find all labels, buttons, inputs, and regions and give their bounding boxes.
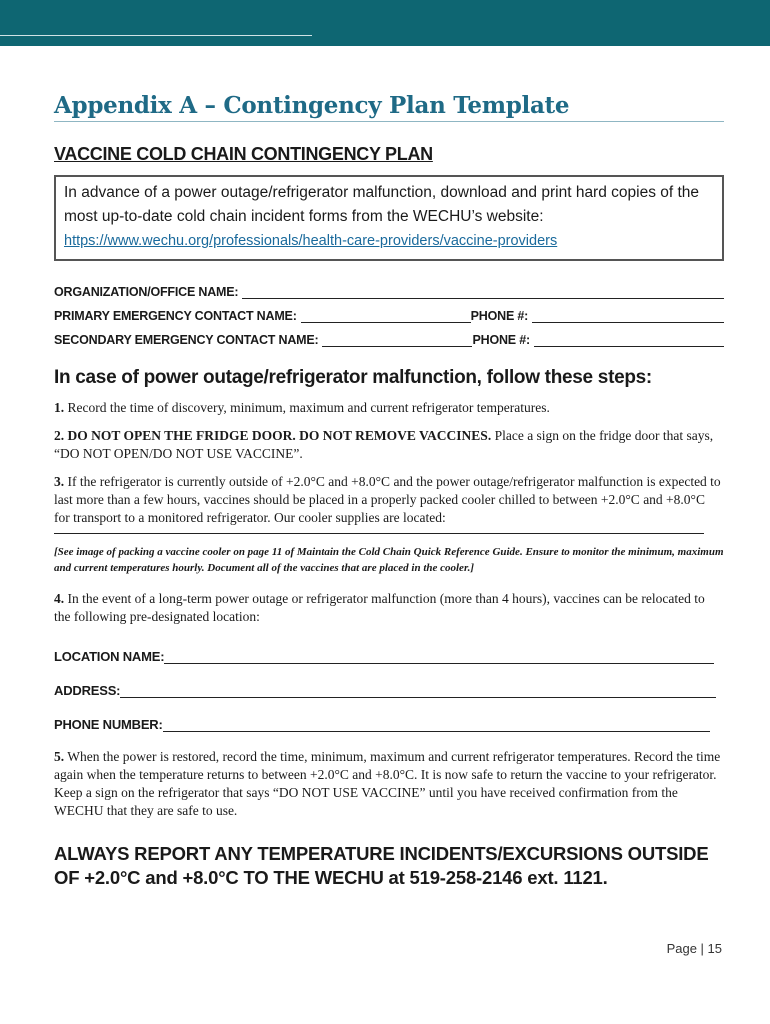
- location-name-field[interactable]: [54, 644, 724, 664]
- secondary-phone-label: PHONE #:: [472, 333, 530, 347]
- page-number: Page | 15: [666, 941, 722, 956]
- step-5-number: 5.: [54, 749, 65, 764]
- advance-notice-box: [54, 175, 724, 261]
- primary-contact-field[interactable]: [54, 299, 724, 323]
- primary-phone-label: PHONE #:: [470, 309, 529, 323]
- advance-notice-text: In advance of a power outage/refrigerator malfunction, download and print hard copies of the most up-to-date cold chain incident forms from the WECHU’s website:: [64, 184, 700, 225]
- secondary-contact-label: SECONDARY EMERGENCY CONTACT NAME:: [54, 333, 319, 347]
- cooler-note: [See image of packing a vaccine cooler on page 11 of Maintain the Cold Chain Quick Reference Guide. Ensure to monitor the minimum, maximum and current temperatures hourly. Document all of the vaccines that are placed in the cooler.]: [54, 546, 724, 574]
- organization-label: ORGANIZATION/OFFICE NAME:: [54, 285, 239, 299]
- location-name-blank[interactable]: [164, 649, 714, 664]
- step-3-text: If the refrigerator is currently outside of +2.0°C and +8.0°C and the power outage/refrigerator malfunction is expected to last more than a few hours, vaccines should be placed in a properly packed cooler chilled to between +2.0°C and +8.0°C for transport to a monitored refrigerator. Our cooler supplies are located:: [54, 474, 721, 525]
- document-page: [54, 92, 724, 890]
- primary-contact-label: PRIMARY EMERGENCY CONTACT NAME:: [54, 309, 297, 323]
- wechu-vaccine-providers-link[interactable]: https://www.wechu.org/professionals/health-care-providers/vaccine-providers: [64, 233, 558, 249]
- secondary-contact-blank[interactable]: [322, 332, 472, 347]
- step-4: [54, 590, 724, 626]
- step-2-number: 2.: [54, 428, 65, 443]
- step-4-number: 4.: [54, 591, 65, 606]
- header-rule: [0, 35, 312, 36]
- organization-blank[interactable]: [242, 284, 724, 299]
- step-4-text: In the event of a long-term power outage or refrigerator malfunction (more than 4 hours), vaccines can be relocated to the following pre-designated location:: [54, 591, 705, 624]
- address-label: ADDRESS:: [54, 683, 121, 698]
- step-3-number: 3.: [54, 474, 65, 489]
- step-1: [54, 399, 724, 417]
- organization-field[interactable]: [54, 275, 724, 299]
- phone-number-field[interactable]: [54, 712, 724, 732]
- secondary-contact-field[interactable]: [54, 323, 724, 347]
- step-2: [54, 427, 724, 463]
- phone-number-blank[interactable]: [163, 717, 710, 732]
- step-1-number: 1.: [54, 400, 65, 415]
- step-1-text: Record the time of discovery, minimum, maximum and current refrigerator temperatures.: [67, 400, 550, 415]
- secondary-phone-blank[interactable]: [534, 332, 724, 347]
- location-name-label: LOCATION NAME:: [54, 649, 165, 664]
- step-3: [54, 473, 724, 527]
- header-bar: [0, 0, 770, 46]
- cooler-location-blank[interactable]: [54, 533, 704, 534]
- primary-contact-blank[interactable]: [301, 308, 471, 323]
- step-5: [54, 748, 724, 820]
- step-5-text: When the power is restored, record the time, minimum, maximum and current refrigerator temperatures. Record the time again when the temperature returns to between +2.0°C and +8.0°C. It is now safe to return the vaccine to your refrigerator. Keep a sign on the refrigerator that says “DO NOT USE VACCINE” until you have received confirmation from the WECHU that they are safe to use.: [54, 749, 721, 818]
- address-field[interactable]: [54, 678, 724, 698]
- phone-number-label: PHONE NUMBER:: [54, 717, 163, 732]
- address-blank[interactable]: [120, 683, 716, 698]
- primary-phone-blank[interactable]: [532, 308, 724, 323]
- plan-subtitle: VACCINE COLD CHAIN CONTINGENCY PLAN: [54, 144, 433, 164]
- page-title: Appendix A – Contingency Plan Template: [54, 92, 724, 122]
- step-2-warning: DO NOT OPEN THE FRIDGE DOOR. DO NOT REMOVE VACCINES.: [67, 428, 492, 443]
- step-2-text: Place a sign on the fridge door that says, “DO NOT OPEN/DO NOT USE VACCINE”.: [54, 428, 714, 461]
- steps-heading: In case of power outage/refrigerator malfunction, follow these steps:: [54, 367, 652, 388]
- report-notice: ALWAYS REPORT ANY TEMPERATURE INCIDENTS/EXCURSIONS OUTSIDE OF +2.0°C and +8.0°C TO THE WECHU at 519-258-2146 ext. 1121.: [54, 843, 709, 888]
